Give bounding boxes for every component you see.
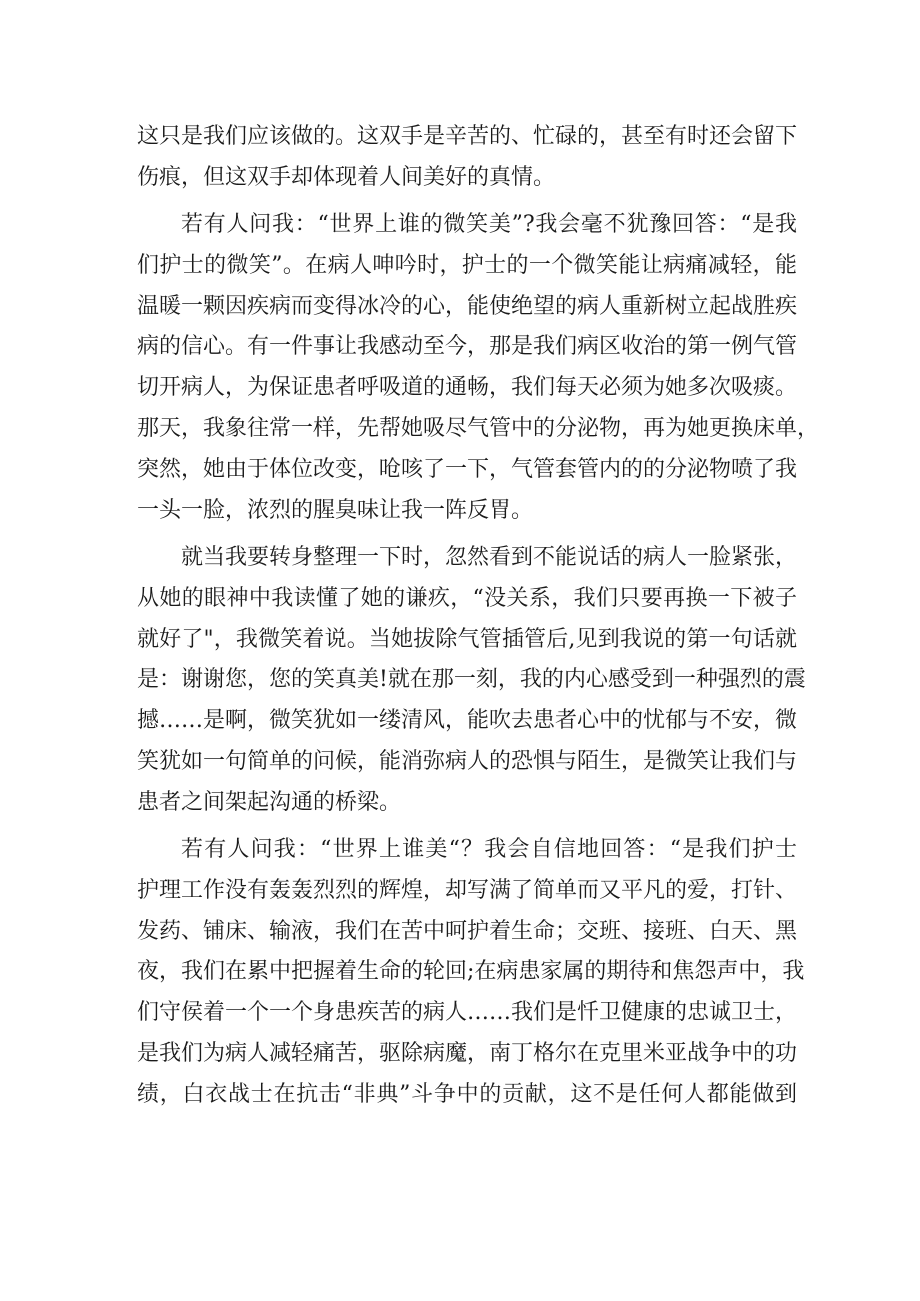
text-line: 突然，她由于体位改变，呛咳了一下，气管套管内的的分泌物喷了我: [137, 456, 798, 482]
text-line: 那天，我象往常一样，先帮她吸尽气管中的分泌物，再为她更换床单，: [137, 416, 820, 442]
text-line: 绩，白衣战士在抗击“非典”斗争中的贡献，这不是任何人都能做到: [137, 1081, 797, 1107]
text-line: 就好了"，我微笑着说。当她拔除气管插管后,见到我说的第一句话就: [137, 626, 797, 652]
text-line: 夜，我们在累中把握着生命的轮回;在病患家属的期待和焦怨声中，我: [137, 959, 805, 985]
paragraph-3: [137, 538, 806, 824]
text-line: 切开病人，为保证患者呼吸道的通畅，我们每天必须为她多次吸痰。: [137, 375, 798, 401]
text-line: 笑犹如一句简单的问候，能消弥病人的恐惧与陌生，是微笑让我们与: [137, 748, 798, 774]
document-body: [137, 117, 820, 1122]
text-line: 这只是我们应该做的。这双手是辛苦的、忙碌的，甚至有时还会留下: [137, 124, 798, 149]
text-line: 发药、铺床、输液，我们在苦中呵护着生命；交班、接班、白天、黑: [137, 918, 798, 944]
text-line: 一头一脸，浓烈的腥臭味让我一阵反胃。: [137, 497, 534, 523]
text-line: 们守侯着一个一个身患疾苦的病人……我们是忏卫健康的忠诚卫士，: [137, 1000, 798, 1026]
text-line: 们护士的微笑”。在病人呻吟时，护士的一个微笑能让病痛减轻，能: [137, 252, 797, 278]
text-line: 若有人问我：“世界上谁美“？我会自信地回答：“是我们护士: [181, 837, 797, 863]
text-line: 患者之间架起沟通的桥梁。: [137, 789, 402, 815]
text-line: 撼……是啊，微笑犹如一缕清风，能吹去患者心中的忧郁与不安，微: [137, 708, 798, 734]
text-line: 温暖一颗因疾病而变得冰冷的心，能使绝望的病人重新树立起战胜疾: [137, 293, 798, 319]
text-line: 是我们为病人减轻痛苦，驱除病魔，南丁格尔在克里米亚战争中的功: [137, 1041, 798, 1067]
text-line: 是：谢谢您，您的笑真美!就在那一刻，我的内心感受到一种强烈的震: [137, 667, 806, 693]
text-line: 伤痕，但这双手却体现着人间美好的真情。: [137, 164, 556, 190]
text-line: 病的信心。有一件事让我感动至今，那是我们病区收治的第一例气管: [137, 334, 798, 360]
text-line: 护理工作没有轰轰烈烈的辉煌，却写满了简单而又平凡的爱，打针、: [137, 877, 798, 903]
text-line: 若有人问我：“世界上谁的微笑美”?我会毫不犹豫回答：“是我: [181, 212, 797, 238]
paragraph-2: [137, 205, 820, 531]
text-line: 从她的眼神中我读懂了她的谦疚，“没关系，我们只要再换一下被子: [137, 585, 797, 611]
paragraph-1: [137, 117, 797, 199]
paragraph-4: [137, 830, 805, 1116]
text-line: 就当我要转身整理一下时，忽然看到不能说话的病人一脸紧张，: [181, 544, 798, 570]
